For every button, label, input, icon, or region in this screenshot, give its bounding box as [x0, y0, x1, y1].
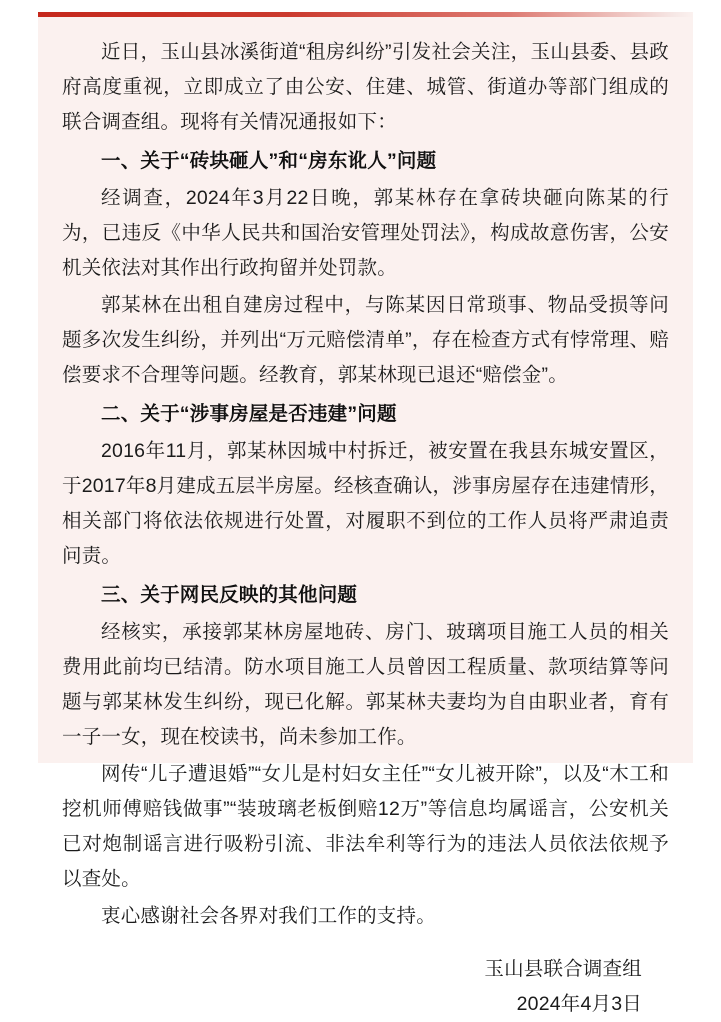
signature-block — [62, 952, 669, 1022]
section-heading-3: 三、关于网民反映的其他问题 — [101, 584, 358, 606]
section-2-paragraph-1: 2016年11月，郭某林因城中村拆迁，被安置在我县东城安置区，于2017年8月建成五层半房屋。经核查确认，涉事房屋存在违建情形，相关部门将依法依规进行处置，对履职不到位的工作人员将严肃追责问责。 — [62, 440, 669, 567]
section-1-paragraph-1: 经调查，2024年3月22日晚，郭某林存在拿砖块砸向陈某的行为，已违反《中华人民共和国治安管理处罚法》，构成故意伤害，公安机关依法对其作出行政拘留并处罚款。 — [62, 187, 669, 279]
signature-issuer: 玉山县联合调查组 — [484, 958, 642, 980]
section-heading-2: 二、关于“涉事房屋是否违建”问题 — [101, 403, 397, 425]
document-body — [62, 35, 669, 1022]
section-3-paragraph-1: 经核实，承接郭某林房屋地砖、房门、玻璃项目施工人员的相关费用此前均已结清。防水项目施工人员曾因工程质量、款项结算等问题与郭某林发生纠纷，现已化解。郭某林夫妻均为自由职业者，育有一子一女，现在校读书，尚未参加工作。 — [62, 621, 669, 748]
notice-card — [38, 17, 693, 1015]
section-3-paragraph-2: 网传“儿子遭退婚”“女儿是村妇女主任”“女儿被开除”，以及“木工和挖机师傅赔钱做事”“装玻璃老板倒赔12万”等信息均属谣言，公安机关已对炮制谣言进行吸粉引流、非法牟利等行为的违法人员依法依规予以查处。 — [62, 763, 669, 890]
section-1-paragraph-2: 郭某林在出租自建房过程中，与陈某因日常琐事、物品受损等问题多次发生纠纷，并列出“万元赔偿清单”，存在检查方式有悖常理、赔偿要求不合理等问题。经教育，郭某林现已退还“赔偿金”。 — [62, 294, 669, 386]
signature-date: 2024年4月3日 — [516, 993, 642, 1015]
section-heading-1: 一、关于“砖块砸人”和“房东讹人”问题 — [101, 150, 437, 172]
closing-paragraph: 衷心感谢社会各界对我们工作的支持。 — [101, 905, 436, 927]
intro-paragraph: 近日，玉山县冰溪街道“租房纠纷”引发社会关注，玉山县委、县政府高度重视，立即成立了由公安、住建、城管、街道办等部门组成的联合调查组。现将有关情况通报如下： — [62, 41, 669, 133]
